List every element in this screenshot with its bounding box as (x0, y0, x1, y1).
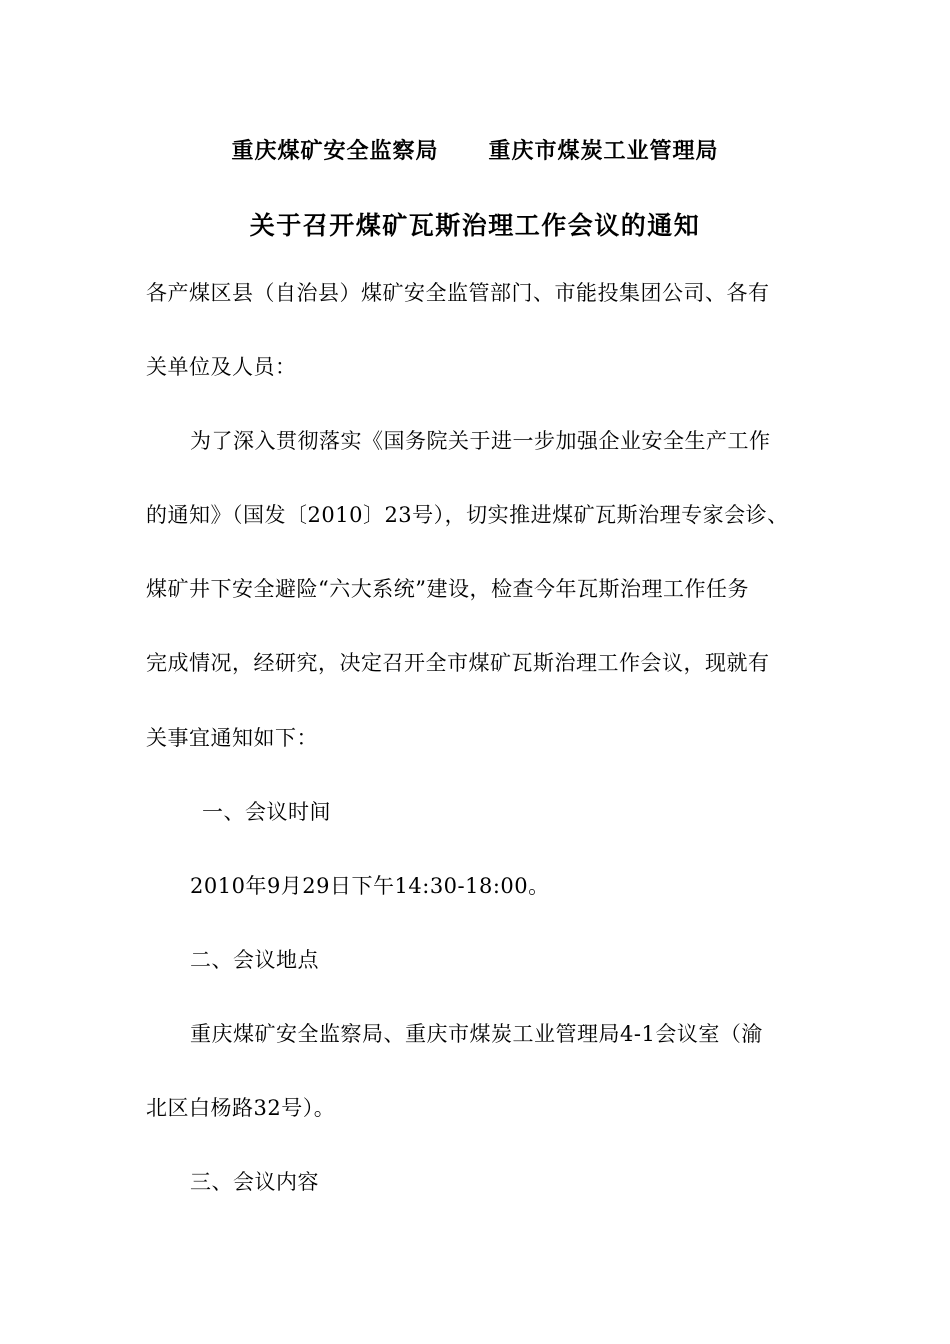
paragraph-line-4: 完成情况，经研究，决定召开全市煤矿瓦斯治理工作会议，现就有 (146, 651, 770, 675)
section-heading-content: 三、会议内容 (190, 1170, 319, 1194)
paragraph-line-3: 煤矿井下安全避险“六大系统”建设，检查今年瓦斯治理工作任务 (146, 577, 749, 601)
issuing-agencies (0, 136, 950, 166)
meeting-location-line-1: 重庆煤矿安全监察局、重庆市煤炭工业管理局4-1会议室（渝 (190, 1022, 763, 1046)
paragraph-line-1: 为了深入贯彻落实《国务院关于进一步加强企业安全生产工作 (190, 429, 771, 453)
document-title: 关于召开煤矿瓦斯治理工作会议的通知 (249, 211, 701, 240)
agency-name-1: 重庆煤矿安全监察局 (231, 138, 439, 164)
paragraph-line-2: 的通知》（国发〔2010〕23号），切实推进煤矿瓦斯治理专家会诊、 (146, 503, 789, 527)
addressee-line-1: 各产煤区县（自治县）煤矿安全监管部门、市能投集团公司、各有 (146, 281, 770, 305)
section-heading-time: 一、会议时间 (202, 800, 331, 824)
paragraph-line-5: 关事宜通知如下： (146, 726, 318, 750)
section-heading-location: 二、会议地点 (190, 948, 319, 972)
meeting-location-line-2: 北区白杨路32号）。 (146, 1096, 336, 1120)
meeting-time-text: 2010年9月29日下午14:30-18:00。 (190, 874, 550, 898)
addressee-line-2: 关单位及人员： (146, 355, 297, 379)
agency-name-2: 重庆市煤炭工业管理局 (488, 138, 719, 164)
